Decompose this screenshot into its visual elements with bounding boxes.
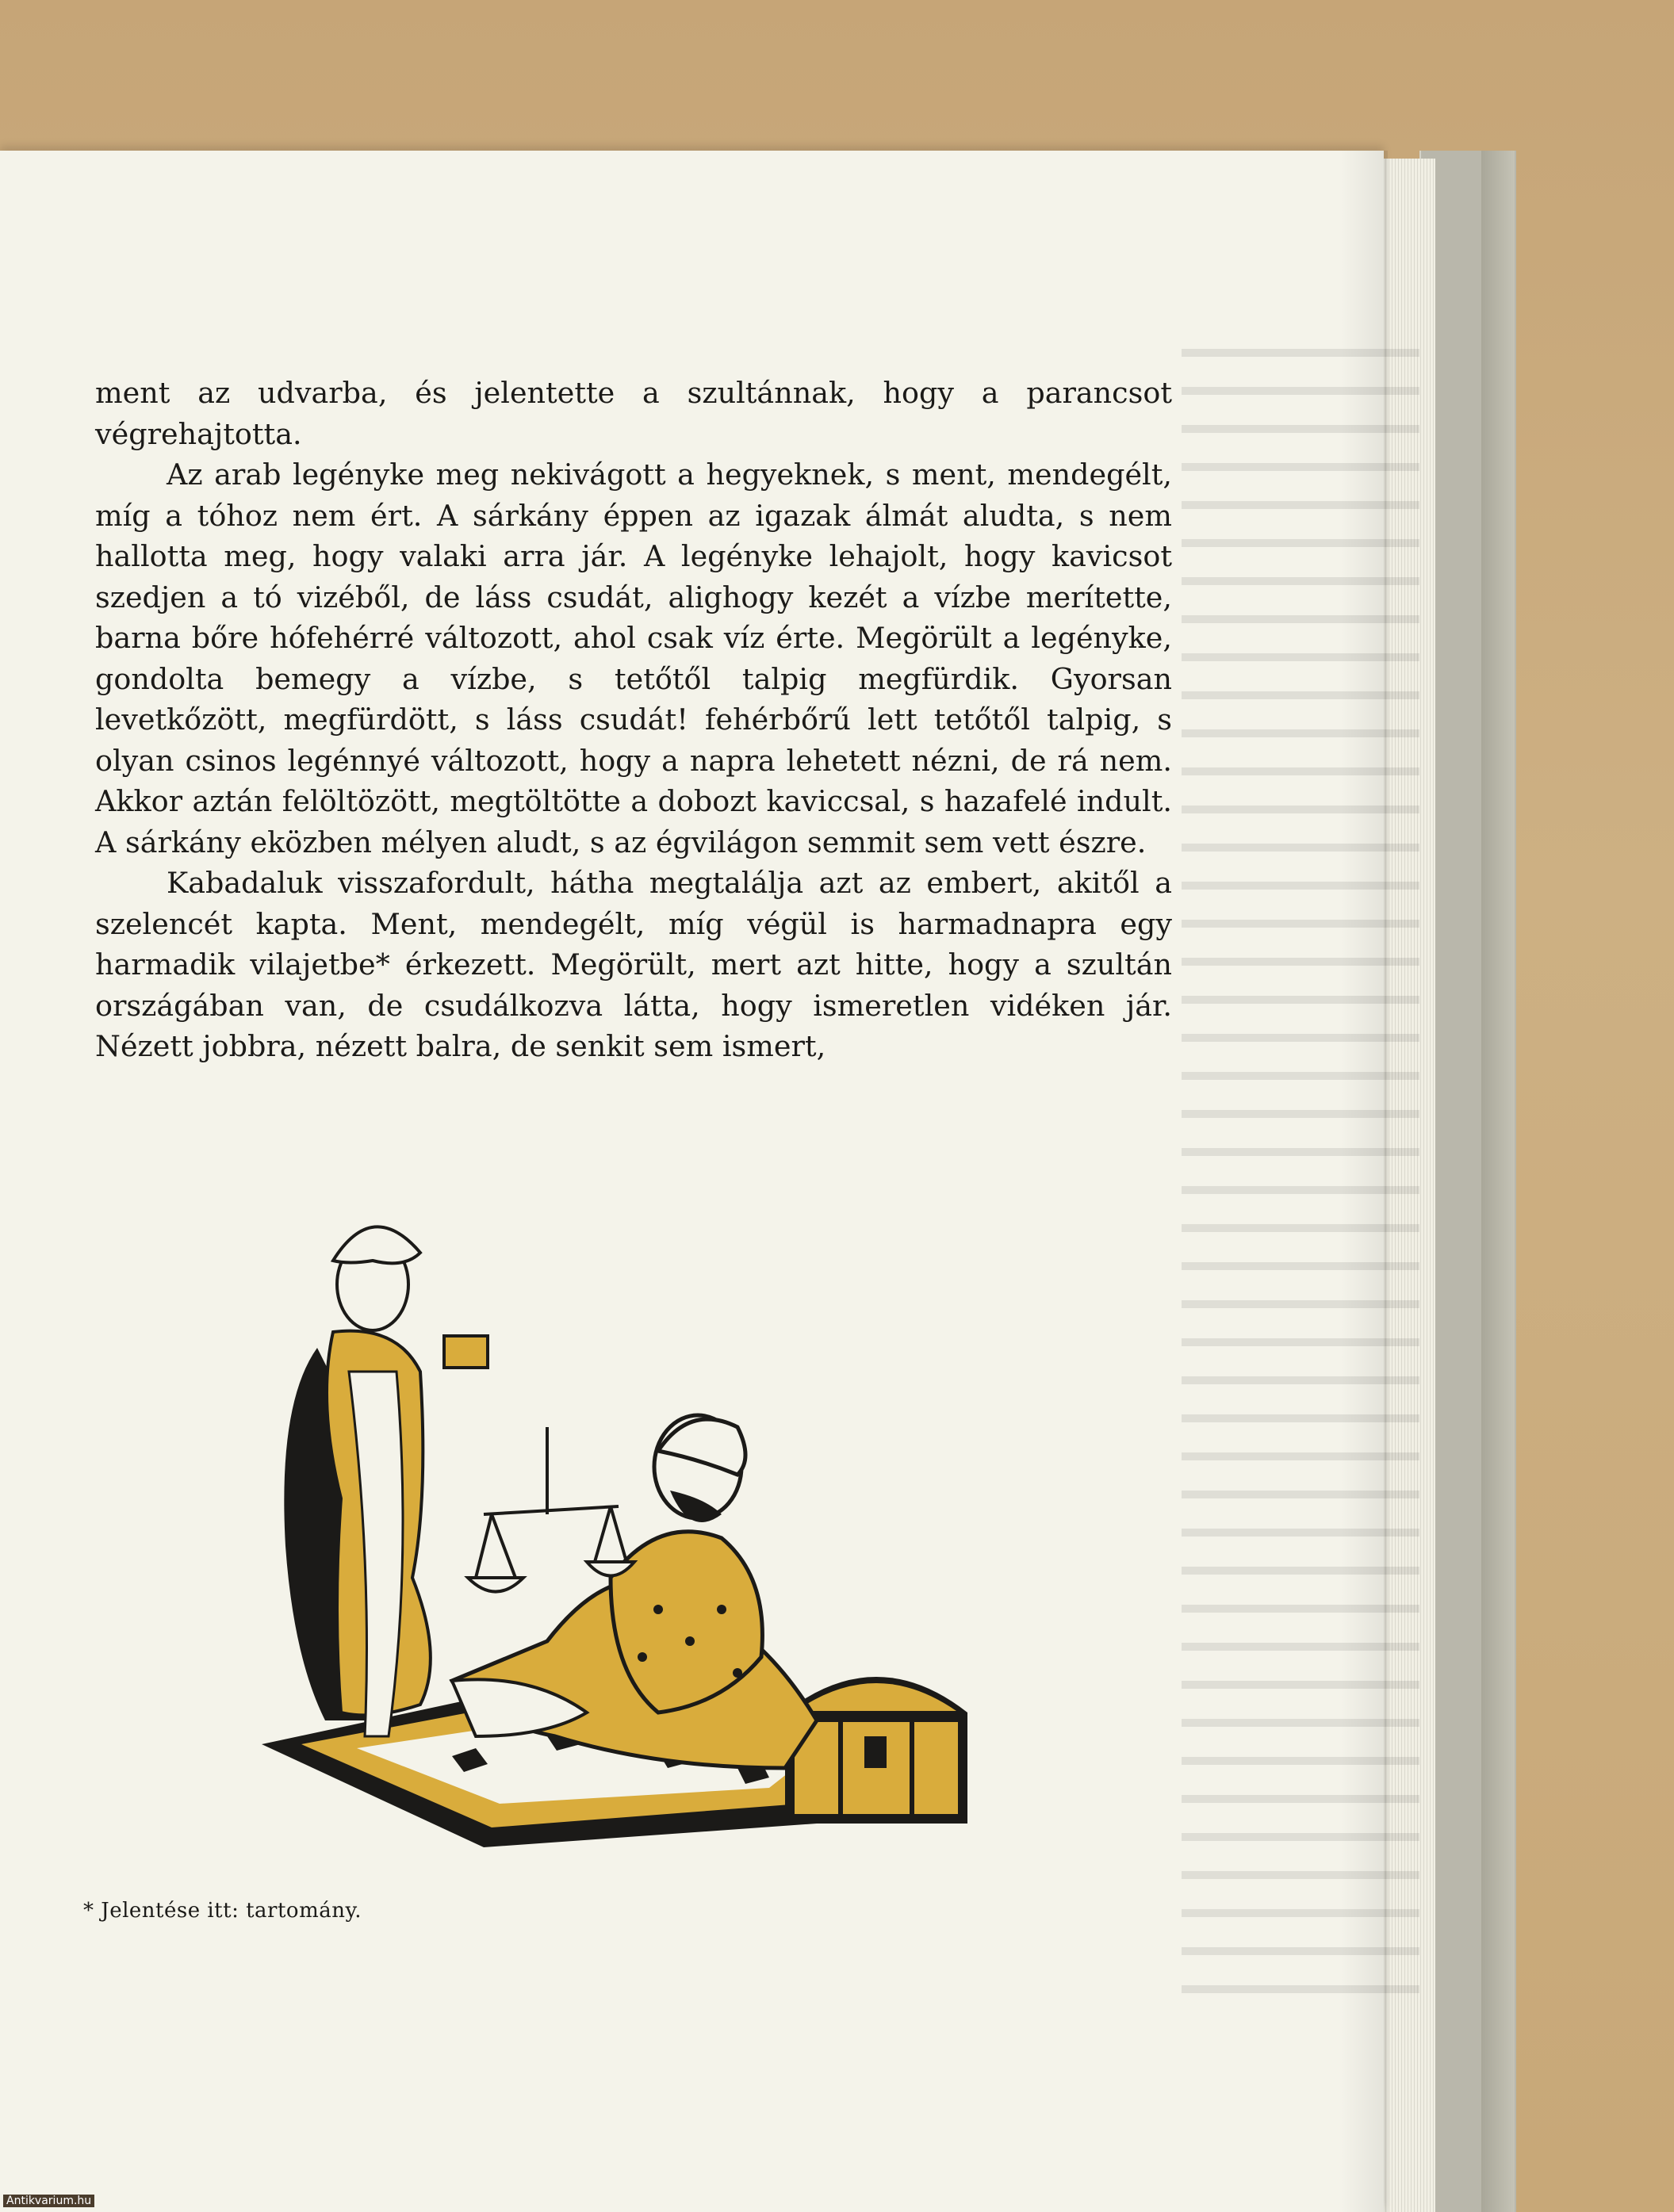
page-gutter-shadow xyxy=(1340,151,1388,2212)
seated-merchant xyxy=(452,1415,817,1768)
paragraph-1: ment az udvarba, és jelentette a szultánnak, hogy a parancsot végrehajtotta. xyxy=(95,376,1172,451)
watermark-logo: Antikvarium.hu xyxy=(3,2195,94,2207)
balance-scale xyxy=(468,1427,634,1592)
merchant-and-boy-illustration xyxy=(214,1165,1094,1871)
treasure-chest xyxy=(785,1677,967,1824)
footnote: * Jelentése itt: tartomány. xyxy=(83,1899,362,1923)
book-cover-edge xyxy=(1481,151,1515,2212)
standing-boy xyxy=(284,1227,488,1736)
body-text xyxy=(95,373,1172,1067)
paragraph-3: Kabadaluk visszafordult, hátha megtalálja azt az embert, akitől a szelencét kapta. Ment, mendegélt, míg végül is harmadnapra egy harmadik vilajetbe* érkezett. Megörült, mert azt hitte, hogy a szultán országában van, de csudálkozva látta, hogy ismeretlen vidéken jár. Nézett jobbra, nézett balra, de senkit sem ismert, xyxy=(95,866,1172,1063)
paragraph-2: Az arab legényke meg nekivágott a hegyeknek, s ment, mendegélt, míg a tóhoz nem ért. A sárkány éppen az igazak álmát aludta, s nem hallotta meg, hogy valaki arra jár. A legényke lehajolt, hogy kavicsot szedjen a tó vizéből, de láss csudát, alighogy kezét a vízbe merítette, barna bőre hófehérré változott, ahol csak víz érte. Megörült a legényke, gondolta bemegy a vízbe, s tetőtől talpig megfürdik. Gyorsan levetkőzött, megfürdött, s láss csudát! fehérbőrű lett tetőtől talpig, s olyan csinos legénnyé változott, hogy a napra lehetett nézni, de rá nem. Akkor aztán felöltözött, megtöltötte a dobozt kaviccsal, s hazafelé indult. A sárkány eközben mélyen aludt, s az égvilágon semmit sem vett észre. xyxy=(95,457,1172,859)
